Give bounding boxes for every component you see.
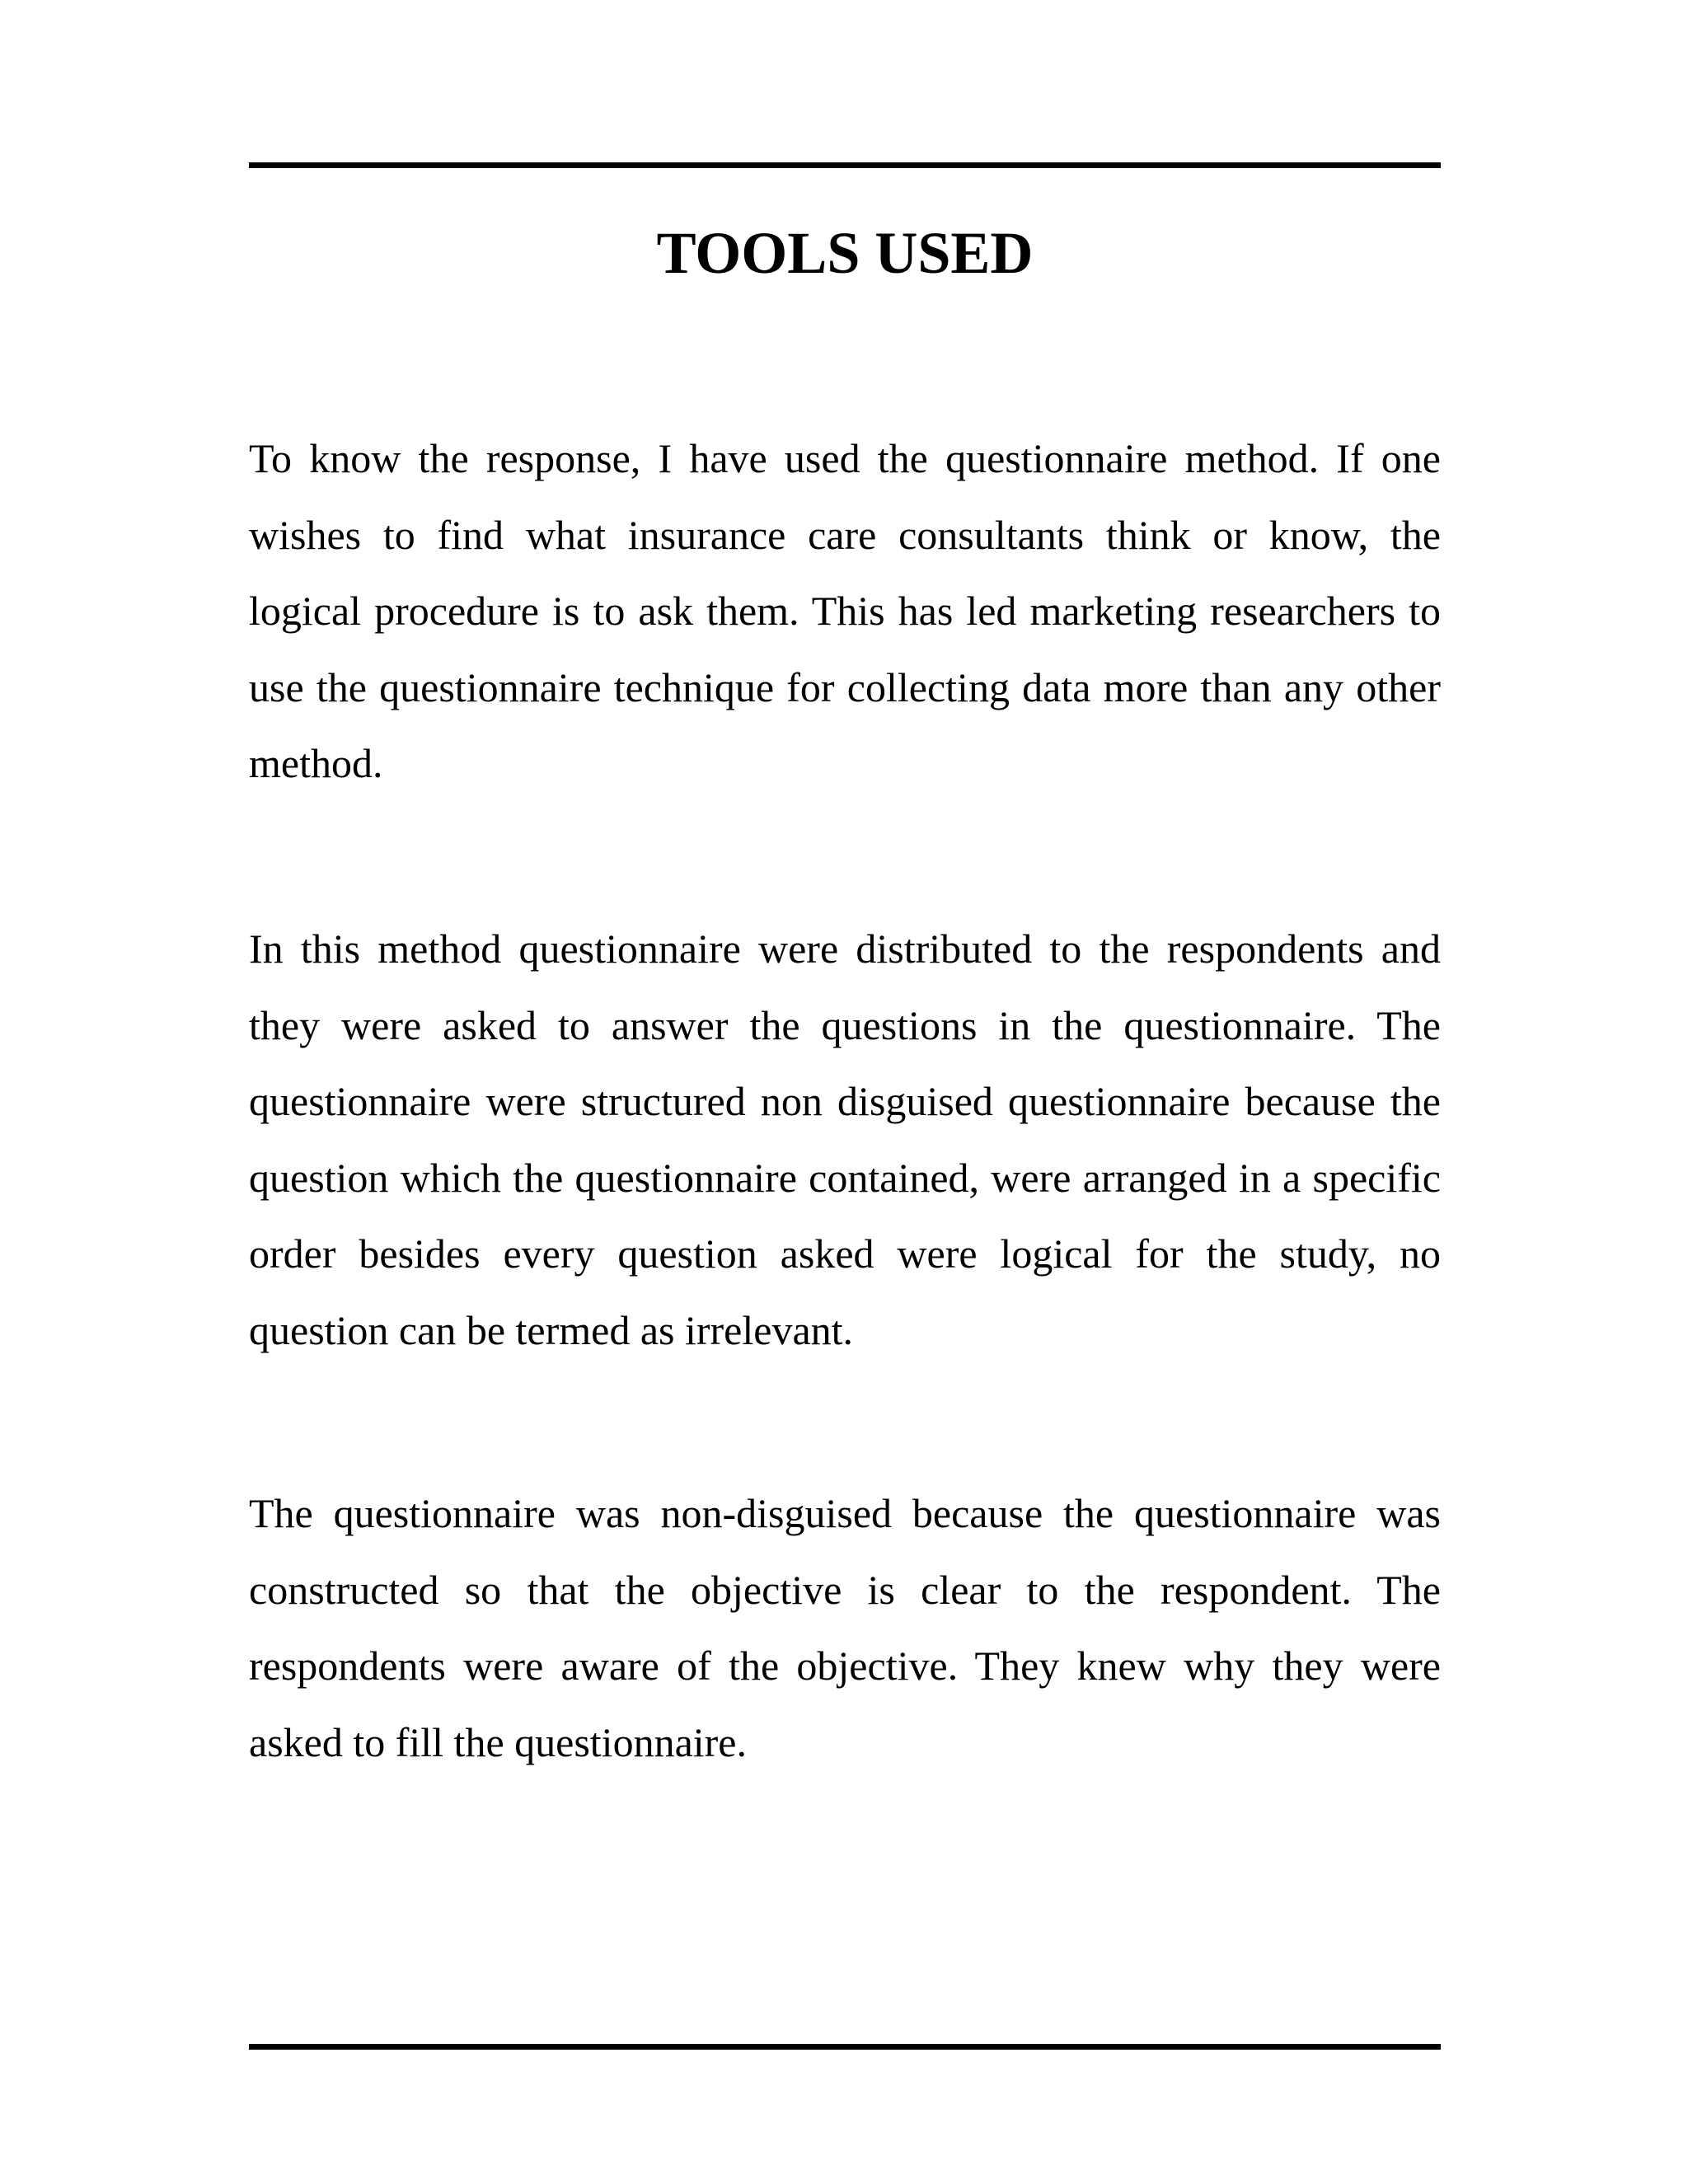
paragraph-1: To know the response, I have used the questionnaire method. If one wishes to find what insurance care consultants think or know, the logical procedure is to ask them. This has led marketing researchers to use the questionnaire technique for collecting data more than any other method. [249, 435, 1441, 786]
paragraph-2: In this method questionnaire were distributed to the respondents and they were asked to answer the questions in the questionnaire. The questionnaire were structured non disguised questionnaire because the question which the questionnaire contained, were arranged in a specific order besides every question asked were logical for the study, no question can be termed as irrelevant. [249, 926, 1441, 1353]
paragraph-3: The questionnaire was non-disguised because the questionnaire was constructed so that the objective is clear to the respondent. The respondents were aware of the objective. They knew why they were asked to fill the questionnaire. [249, 1490, 1441, 1765]
bottom-divider [249, 2044, 1441, 2050]
page-title: TOOLS USED [656, 220, 1034, 286]
top-divider [249, 162, 1441, 168]
